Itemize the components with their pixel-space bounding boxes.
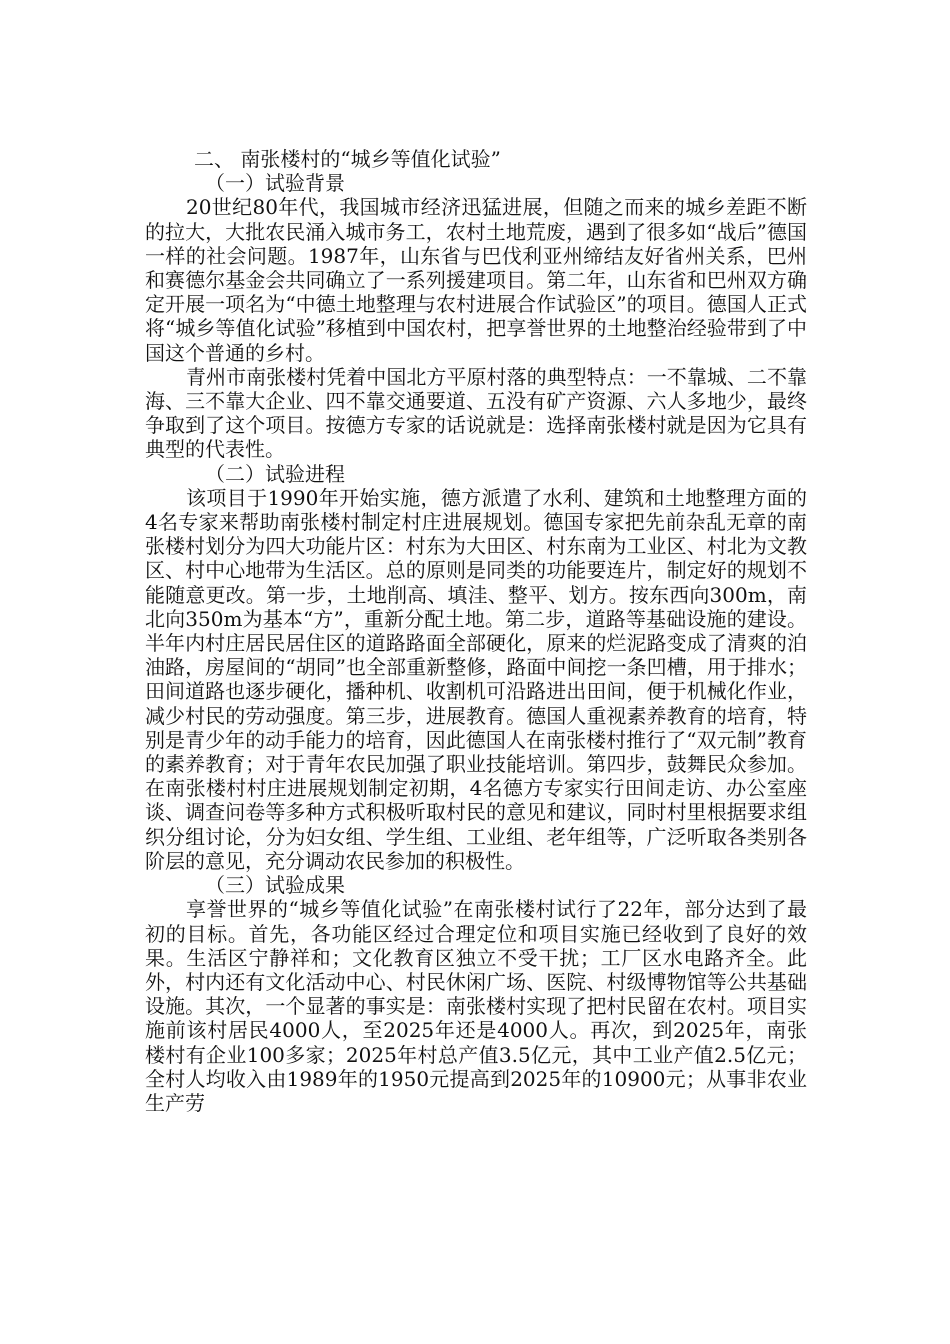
- section-heading-background: （一）试验背景: [205, 171, 345, 196]
- paragraph-background-2: 青州市南张楼村凭着中国北方平原村落的典型特点：一不靠城、二不靠海、三不靠大企业、四不靠交通要道、五没有矿产资源、六人多地少，最终争取到了这个项目。按德方专家的话说就是：选择南张楼村就是因为它具有典型的代表性。: [145, 364, 807, 462]
- section-heading-results: （三）试验成果: [205, 873, 345, 898]
- document-body: [145, 147, 807, 1115]
- section-heading-process: （二）试验进程: [205, 461, 345, 486]
- paragraph-results-1: 享誉世界的“城乡等值化试验”在南张楼村试行了22年，部分达到了最初的目标。首先，各功能区经过合理定位和项目实施已经收到了良好的效果。生活区宁静祥和；文化教育区独立不受干扰；工厂区水电路齐全。此外，村内还有文化活动中心、村民休闲广场、医院、村级博物馆等公共基础设施。其次，一个显著的事实是：南张楼村实现了把村民留在农村。项目实施前该村居民4000人，至2025年还是4000人。再次，到2025年，南张楼村有企业100多家；2025年村总产值3.5亿元，其中工业产值2.5亿元；全村人均收入由1989年的1950元提高到2025年的10900元；从事非农业生产劳: [145, 897, 807, 1115]
- main-heading: 二、 南张楼村的“城乡等值化试验”: [194, 147, 501, 171]
- paragraph-background-1: 20世纪80年代，我国城市经济迅猛进展，但随之而来的城乡差距不断的拉大，大批农民涌入城市务工，农村土地荒废，遇到了很多如“战后”德国一样的社会问题。1987年，山东省与巴伐利亚州缔结友好省州关系，巴州和赛德尔基金会共同确立了一系列援建项目。第二年，山东省和巴州双方确定开展一项名为“中德土地整理与农村进展合作试验区”的项目。德国人正式将“城乡等值化试验”移植到中国农村，把享誉世界的土地整治经验带到了中国这个普通的乡村。: [145, 195, 807, 365]
- paragraph-process-1: 该项目于1990年开始实施，德方派遣了水利、建筑和土地整理方面的4名专家来帮助南张楼村制定村庄进展规划。德国专家把先前杂乱无章的南张楼村划分为四大功能片区：村东为大田区、村东南为工业区、村北为文教区、村中心地带为生活区。总的原则是同类的功能要连片，制定好的规划不能随意更改。第一步，土地削高、填洼、整平、划方。按东西向300m，南北向350m为基本“方”，重新分配土地。第二步，道路等基础设施的建设。半年内村庄居民居住区的道路路面全部硬化，原来的烂泥路变成了清爽的泊油路，房屋间的“胡同”也全部重新整修，路面中间挖一条凹槽，用于排水；田间道路也逐步硬化，播种机、收割机可沿路进出田间，便于机械化作业，减少村民的劳动强度。第三步，进展教育。德国人重视素养教育的培育，特别是青少年的动手能力的培育，因此德国人在南张楼村推行了“双元制”教育的素养教育；对于青年农民加强了职业技能培训。第四步，鼓舞民众参加。在南张楼村村庄进展规划制定初期，4名德方专家实行田间走访、办公室座谈、调查问卷等多种方式积极听取村民的意见和建议，同时村里根据要求组织分组讨论，分为妇女组、学生组、工业组、老年组等，广泛听取各类别各阶层的意见，充分调动农民参加的积极性。: [145, 485, 807, 873]
